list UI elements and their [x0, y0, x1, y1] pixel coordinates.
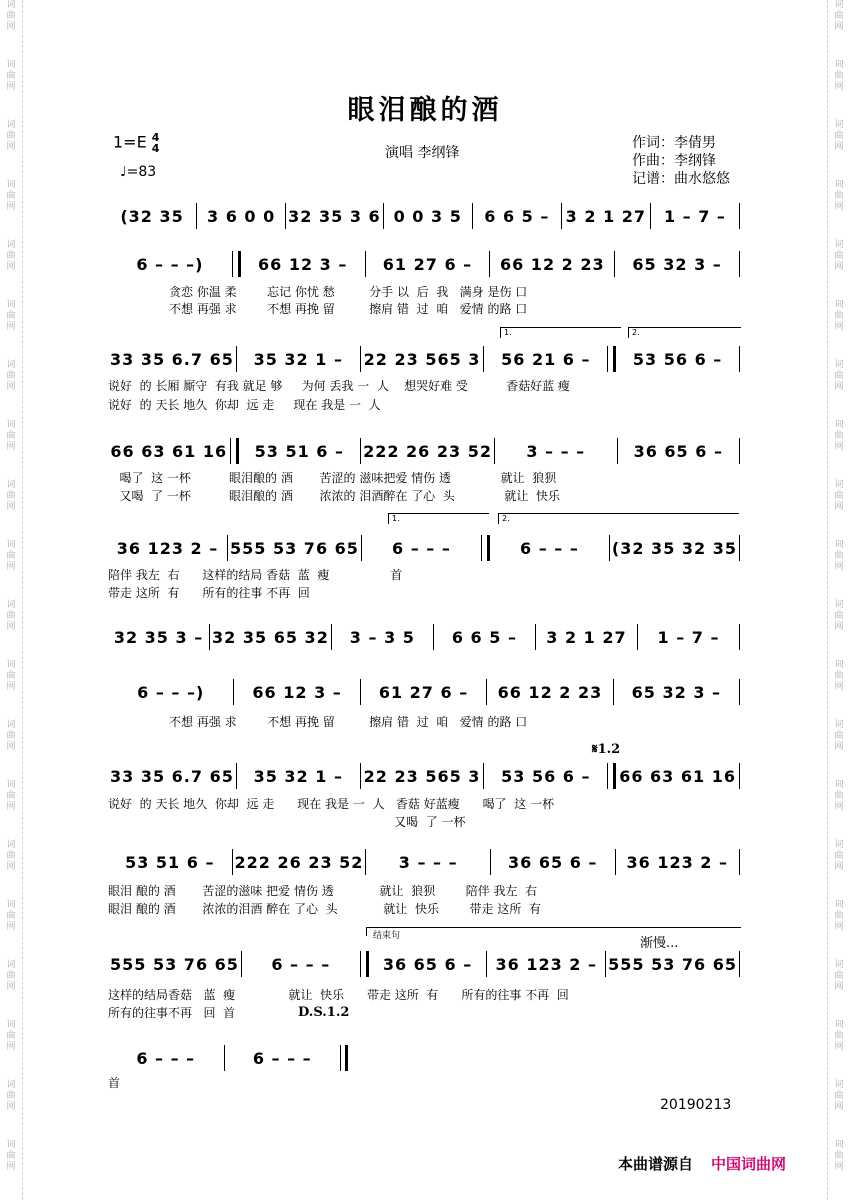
measure: 53 51 6 – — [125, 852, 215, 872]
repeat-barline — [230, 438, 239, 464]
score-line — [108, 250, 740, 278]
dal-segno-mark: D.S.1.2 — [298, 1005, 350, 1020]
time-sig-den: 4 — [151, 142, 160, 155]
credits-block — [632, 134, 730, 188]
transcriber-credit: 记谱：曲水悠悠 — [632, 171, 730, 187]
segno-mark: 𝄋1.2 — [592, 742, 621, 757]
watermark-text: 词 曲 网 — [6, 900, 16, 932]
time-sig-num: 4 — [151, 131, 160, 144]
measure: 66 12 3 – — [252, 682, 342, 702]
barline — [739, 679, 740, 705]
watermark-text: 词 曲 网 — [834, 120, 844, 152]
repeat-barline — [360, 951, 369, 977]
measure: 66 63 61 16 — [619, 766, 736, 786]
watermark-strip-left — [0, 0, 23, 1200]
measure: 555 53 76 65 — [608, 954, 738, 974]
measure: 6 – – – — [136, 1048, 196, 1068]
lyric-line: 说好 的 长厢 厮守 有我 就足 够 为何 丢我 一 人 想哭好难 受 香菇好蓝 瘦 — [108, 379, 570, 393]
watermark-text: 词 曲 网 — [6, 720, 16, 752]
lyric-line: 首 — [108, 1076, 121, 1090]
watermark-text: 词 曲 网 — [6, 60, 16, 92]
lyric-line: 不想 再强 求 不想 再挽 留 擦肩 错 过 咱 爱情 的路 口 — [108, 302, 528, 316]
measure: 61 27 6 – — [382, 254, 473, 274]
ending-bracket: 结束句 — [366, 927, 741, 936]
repeat-barline — [232, 251, 241, 277]
watermark-text: 词 曲 网 — [834, 660, 844, 692]
measure: 555 53 76 65 — [230, 538, 359, 558]
watermark-text: 词 曲 网 — [6, 600, 16, 632]
measure: 53 51 6 – — [254, 441, 344, 461]
barline — [739, 251, 740, 277]
measure: 61 27 6 – — [378, 682, 469, 702]
watermark-text: 词 曲 网 — [6, 1140, 16, 1172]
tempo-slowing: 渐慢... — [640, 936, 679, 951]
lyric-line: 又喝 了 一杯 眼泪酿的 酒 浓浓的 泪酒醉在 了心 头 就让 快乐 — [108, 489, 561, 503]
measure: 36 65 6 – — [633, 441, 723, 461]
lyric-line: 眼泪 酿的 酒 苦涩的滋味 把爱 情伤 透 就让 狼狈 陪伴 我左 右 — [108, 884, 538, 898]
measure: 22 23 565 3 — [363, 766, 481, 786]
measure: 1 – 7 – — [657, 627, 720, 647]
measure: 33 35 6.7 65 — [110, 766, 234, 786]
measure: 36 123 2 – — [626, 852, 729, 872]
measure: 6 6 5 – — [484, 206, 550, 226]
watermark-text: 词 曲 网 — [834, 540, 844, 572]
repeat-barline — [481, 535, 490, 561]
lyric-line: 陪伴 我左 右 这样的结局 香菇 蓝 瘦 首 — [108, 568, 403, 582]
measure: 1 – 7 – — [663, 206, 726, 226]
watermark-text: 词 曲 网 — [6, 240, 16, 272]
watermark-text: 词 曲 网 — [6, 420, 16, 452]
watermark-text: 词 曲 网 — [834, 60, 844, 92]
watermark-text: 词 曲 网 — [6, 1020, 16, 1052]
watermark-text: 词 曲 网 — [834, 180, 844, 212]
measure: 6 – – – — [391, 538, 451, 558]
measure: 36 123 2 – — [495, 954, 597, 974]
lyric-line: 所有的往事不再 回 首 — [108, 1006, 236, 1020]
watermark-text: 词 曲 网 — [6, 120, 16, 152]
measure: 33 35 6.7 65 — [110, 349, 234, 369]
score-line — [108, 678, 740, 706]
watermark-text: 词 曲 网 — [834, 1020, 844, 1052]
measure: 35 32 1 – — [253, 766, 343, 786]
score-line — [108, 202, 740, 230]
measure: 222 26 23 52 — [234, 852, 364, 872]
measure: 3 – 3 5 — [349, 627, 415, 647]
score-line — [108, 623, 740, 651]
measure: 6 – – –) — [137, 682, 205, 702]
repeat-barline — [607, 763, 616, 789]
score-line — [108, 534, 740, 562]
score-line — [108, 950, 740, 978]
brand-link[interactable]: 中国词曲网 — [711, 1155, 787, 1173]
lyric-line: 说好 的 天长 地久 你却 远 走 现在 我是 一 人 香菇 好蓝瘦 喝了 这 一杯 — [108, 797, 555, 811]
volta-bracket-2: 2. — [628, 327, 741, 338]
watermark-text: 词 曲 网 — [6, 780, 16, 812]
lyric-line: 又喝 了 一杯 — [108, 815, 466, 829]
lyric-line: 不想 再强 求 不想 再挽 留 擦肩 错 过 咱 爱情 的路 口 — [108, 715, 528, 729]
repeat-barline — [607, 346, 616, 372]
measure: 66 12 2 23 — [497, 682, 603, 702]
watermark-text: 词 曲 网 — [834, 600, 844, 632]
watermark-text: 词 曲 网 — [6, 300, 16, 332]
measure: 3 2 1 27 — [565, 206, 647, 226]
watermark-text: 词 曲 网 — [834, 480, 844, 512]
singer-credit: 演唱 李纲锋 — [385, 145, 460, 161]
lyric-line: 带走 这所 有 所有的往事 不再 回 — [108, 586, 310, 600]
volta-bracket-2: 2. — [498, 513, 739, 524]
watermark-strip-right — [827, 0, 850, 1200]
watermark-text: 词 曲 网 — [834, 0, 844, 32]
barline — [739, 203, 740, 229]
measure: 6 – – – — [519, 538, 579, 558]
time-signature — [152, 132, 160, 154]
date-stamp: 20190213 — [660, 1097, 732, 1113]
barline — [739, 346, 740, 372]
watermark-text: 词 曲 网 — [834, 900, 844, 932]
measure: 32 35 65 32 — [212, 627, 329, 647]
footer-source — [618, 1153, 786, 1174]
measure: 32 35 3 – — [113, 627, 204, 647]
watermark-text: 词 曲 网 — [6, 660, 16, 692]
barline — [739, 438, 740, 464]
watermark-text: 词 曲 网 — [834, 420, 844, 452]
measure: 3 – – – — [526, 441, 586, 461]
score-line — [108, 437, 740, 465]
lyric-line: 眼泪 酿的 酒 浓浓的泪酒 醉在 了心 头 就让 快乐 带走 这所 有 — [108, 902, 541, 916]
measure: 22 23 565 3 — [363, 349, 481, 369]
watermark-text: 词 曲 网 — [6, 840, 16, 872]
final-barline — [340, 1045, 348, 1071]
score-line — [108, 762, 740, 790]
composer-credit: 作曲：李纲锋 — [632, 153, 716, 169]
measure: 32 35 3 6 — [288, 206, 381, 226]
measure: 66 12 2 23 — [499, 254, 605, 274]
measure: 66 63 61 16 — [110, 441, 228, 461]
watermark-text: 词 曲 网 — [834, 720, 844, 752]
measure: 3 – – – — [398, 852, 458, 872]
footer-source-label: 本曲谱源自 — [618, 1155, 694, 1173]
lyric-line: 贪恋 你温 柔 忘记 你忧 愁 分手 以 后 我 满身 是伤 口 — [108, 285, 528, 299]
watermark-text: 词 曲 网 — [6, 1080, 16, 1112]
lyric-line: 喝了 这 一杯 眼泪酿的 酒 苦涩的 滋味把爱 情伤 透 就让 狼狈 — [108, 471, 557, 485]
watermark-text: 词 曲 网 — [834, 300, 844, 332]
measure: 65 32 3 – — [632, 254, 722, 274]
measure: 6 6 5 – — [451, 627, 517, 647]
measure: 36 123 2 – — [116, 538, 219, 558]
tempo-mark: ♩=83 — [120, 164, 157, 180]
barline — [739, 951, 740, 977]
measure: 3 2 1 27 — [546, 627, 627, 647]
measure: (32 35 32 35 — [611, 538, 737, 558]
watermark-text: 词 曲 网 — [6, 480, 16, 512]
watermark-text: 词 曲 网 — [6, 360, 16, 392]
measure: 35 32 1 – — [253, 349, 343, 369]
measure: (32 35 — [120, 206, 184, 226]
barline — [739, 763, 740, 789]
measure: 66 12 3 – — [258, 254, 348, 274]
watermark-text: 词 曲 网 — [834, 960, 844, 992]
barline — [739, 849, 740, 875]
measure: 56 21 6 – — [501, 349, 591, 369]
score-line — [108, 848, 740, 876]
lyric-line: 这样的结局香菇 蓝 瘦 就让 快乐 带走 这所 有 所有的往事 不再 回 — [108, 988, 569, 1002]
measure: 6 – – – — [271, 954, 331, 974]
measure: 3 6 0 0 — [206, 206, 276, 226]
watermark-text: 词 曲 网 — [834, 840, 844, 872]
score-line — [108, 1044, 348, 1072]
lyric-line: 说好 的 天长 地久 你却 远 走 现在 我是 一 人 — [108, 398, 381, 412]
watermark-text: 词 曲 网 — [6, 540, 16, 572]
measure: 65 32 3 – — [631, 682, 722, 702]
measure: 36 65 6 – — [382, 954, 473, 974]
measure: 36 65 6 – — [508, 852, 598, 872]
watermark-text: 词 曲 网 — [834, 1080, 844, 1112]
measure: 6 – – –) — [136, 254, 204, 274]
watermark-text: 词 曲 网 — [834, 780, 844, 812]
key-label: 1=E — [113, 132, 147, 152]
watermark-text: 词 曲 网 — [834, 360, 844, 392]
watermark-text: 词 曲 网 — [834, 240, 844, 272]
measure: 222 26 23 52 — [363, 441, 492, 461]
volta-bracket-1: 1. — [500, 327, 621, 338]
measure: 53 56 6 – — [501, 766, 591, 786]
volta-bracket-1: 1. — [388, 513, 489, 524]
measure: 0 0 3 5 — [393, 206, 462, 226]
measure: 53 56 6 – — [632, 349, 723, 369]
barline — [739, 535, 740, 561]
lyricist-credit: 作词：李倩男 — [632, 135, 716, 151]
barline — [739, 624, 740, 650]
measure: 6 – – – — [252, 1048, 312, 1068]
watermark-text: 词 曲 网 — [834, 1140, 844, 1172]
watermark-text: 词 曲 网 — [6, 180, 16, 212]
score-line — [108, 345, 740, 373]
watermark-text: 词 曲 网 — [6, 960, 16, 992]
measure: 555 53 76 65 — [110, 954, 239, 974]
key-signature — [113, 132, 159, 154]
watermark-text: 词 曲 网 — [6, 0, 16, 32]
song-title: 眼泪酿的酒 — [347, 95, 503, 126]
